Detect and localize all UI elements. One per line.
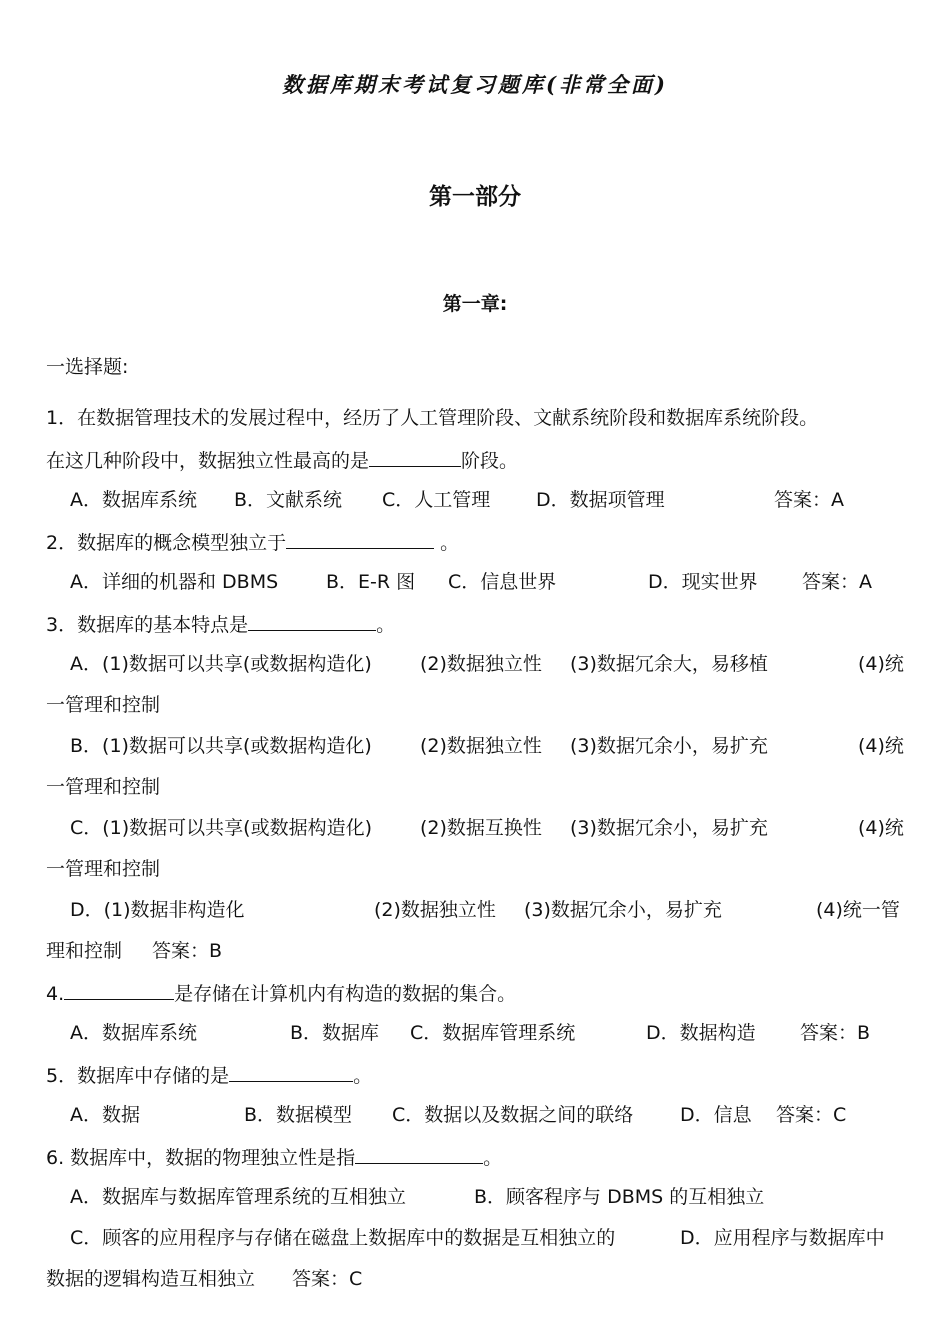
question-3-option-a-continued	[46, 685, 906, 726]
question-6-stem	[46, 1136, 906, 1177]
option-a: A．数据库与数据库管理系统的互相独立	[70, 1186, 406, 1208]
question-3-option-d	[46, 890, 906, 931]
question-3-option-d-continued	[46, 931, 906, 972]
option-a: A．数据库系统	[70, 489, 197, 511]
answer-blank	[369, 439, 461, 467]
option-b: B．E-R 图	[326, 571, 416, 593]
option-b: B．文献系统	[234, 489, 343, 511]
question-1-stem: 1．在数据管理技术的发展过程中，经历了人工管理阶段、文献系统阶段和数据库系统阶段。	[46, 407, 819, 429]
option-d: D．应用程序与数据库中	[680, 1227, 885, 1249]
question-3-option-b-continued	[46, 767, 906, 808]
option-d-continued: 数据的逻辑构造互相独立	[46, 1268, 256, 1290]
question-6-stem-part-2: 。	[483, 1147, 503, 1169]
answer-label: 答案：C	[776, 1104, 847, 1126]
question-3-stem-part-2: 。	[376, 614, 396, 636]
option-d: D．信息	[680, 1104, 752, 1126]
question-2-stem	[46, 521, 906, 562]
option-c: C．数据库管理系统	[410, 1022, 576, 1044]
question-4-stem	[46, 972, 906, 1013]
question-2-stem-part-1: 2．数据库的概念模型独立于	[46, 532, 287, 554]
option-a-item-2: (2)数据独立性	[420, 653, 542, 675]
option-c-continued: 一管理和控制	[46, 858, 161, 880]
option-d: D．现实世界	[648, 571, 758, 593]
question-5-stem	[46, 1054, 906, 1095]
answer-blank	[248, 603, 376, 631]
answer-blank	[64, 972, 174, 1000]
option-c: C．顾客的应用程序与存储在磁盘上数据库中的数据是互相独立的	[70, 1227, 616, 1249]
option-d: D．数据项管理	[536, 489, 665, 511]
question-4-stem-part-2: 是存储在计算机内有构造的数据的集合。	[174, 983, 517, 1005]
option-b-continued: 一管理和控制	[46, 776, 161, 798]
option-a-item-1: A．(1)数据可以共享(或数据构造化)	[70, 653, 372, 675]
answer-label: 答案：A	[774, 489, 844, 511]
option-d-item-1: D．(1)数据非构造化	[70, 899, 245, 921]
chapter-heading: 第一章:	[442, 293, 508, 315]
question-3-option-a	[46, 644, 906, 685]
question-5-stem-part-2: 。	[353, 1065, 373, 1087]
question-3-option-c-continued	[46, 849, 906, 890]
option-b-item-4: (4)统	[858, 735, 904, 757]
answer-blank	[229, 1054, 353, 1082]
option-d: D．数据构造	[646, 1022, 756, 1044]
question-1-stem-part-2: 阶段。	[461, 450, 519, 472]
answer-label: 答案：C	[292, 1268, 363, 1290]
section-heading: 一选择题:	[46, 356, 129, 378]
question-6-stem-part-1: 6. 数据库中，数据的物理独立性是指	[46, 1147, 356, 1169]
option-b-item-3: (3)数据冗余小，易扩充	[570, 735, 768, 757]
question-2-options	[46, 562, 906, 603]
answer-label: 答案：A	[802, 571, 872, 593]
answer-blank	[286, 521, 434, 549]
question-3-stem	[46, 603, 906, 644]
option-a: A．数据	[70, 1104, 140, 1126]
question-5-options	[46, 1095, 906, 1136]
option-c-item-1: C．(1)数据可以共享(或数据构造化)	[70, 817, 373, 839]
option-b: B．数据模型	[244, 1104, 353, 1126]
option-a: A．数据库系统	[70, 1022, 197, 1044]
question-1-options	[46, 480, 906, 521]
question-3-stem-part-1: 3．数据库的基本特点是	[46, 614, 249, 636]
question-1-stem-line-1	[46, 398, 906, 439]
question-1-stem-part-1: 在这几种阶段中，数据独立性最高的是	[46, 450, 370, 472]
question-4-stem-part-1: 4.	[46, 983, 65, 1005]
option-c: C．数据以及数据之间的联络	[392, 1104, 634, 1126]
answer-label: 答案：B	[800, 1022, 871, 1044]
option-a: A．详细的机器和 DBMS	[70, 571, 279, 593]
question-4-options	[46, 1013, 906, 1054]
answer-blank	[355, 1136, 483, 1164]
question-3-option-b	[46, 726, 906, 767]
option-b: B．顾客程序与 DBMS 的互相独立	[474, 1186, 765, 1208]
question-5-stem-part-1: 5．数据库中存储的是	[46, 1065, 230, 1087]
option-a-item-4: (4)统	[858, 653, 904, 675]
option-c: C．人工管理	[382, 489, 491, 511]
option-b-item-1: B．(1)数据可以共享(或数据构造化)	[70, 735, 372, 757]
question-1-stem-line-2	[46, 439, 906, 480]
option-c-item-2: (2)数据互换性	[420, 817, 542, 839]
part-heading: 第一部分	[429, 184, 521, 210]
option-c: C．信息世界	[448, 571, 557, 593]
answer-label: 答案：B	[152, 940, 223, 962]
question-6-options-row-2	[46, 1218, 906, 1259]
document-title: 数据库期末考试复习题库(非常全面)	[282, 72, 668, 97]
option-d-item-2: (2)数据独立性	[374, 899, 496, 921]
option-d-continued: 理和控制	[46, 940, 123, 962]
question-3-option-c	[46, 808, 906, 849]
option-d-item-3: (3)数据冗余小，易扩充	[524, 899, 722, 921]
option-d-item-4: (4)统一管	[816, 899, 900, 921]
option-c-item-4: (4)统	[858, 817, 904, 839]
question-list	[46, 398, 906, 1300]
question-6-options-row-1	[46, 1177, 906, 1218]
option-b: B．数据库	[290, 1022, 380, 1044]
option-b-item-2: (2)数据独立性	[420, 735, 542, 757]
question-6-options-row-3	[46, 1259, 906, 1300]
option-c-item-3: (3)数据冗余小，易扩充	[570, 817, 768, 839]
option-a-item-3: (3)数据冗余大，易移植	[570, 653, 768, 675]
option-a-continued: 一管理和控制	[46, 694, 161, 716]
question-2-stem-part-2: 。	[440, 532, 460, 554]
